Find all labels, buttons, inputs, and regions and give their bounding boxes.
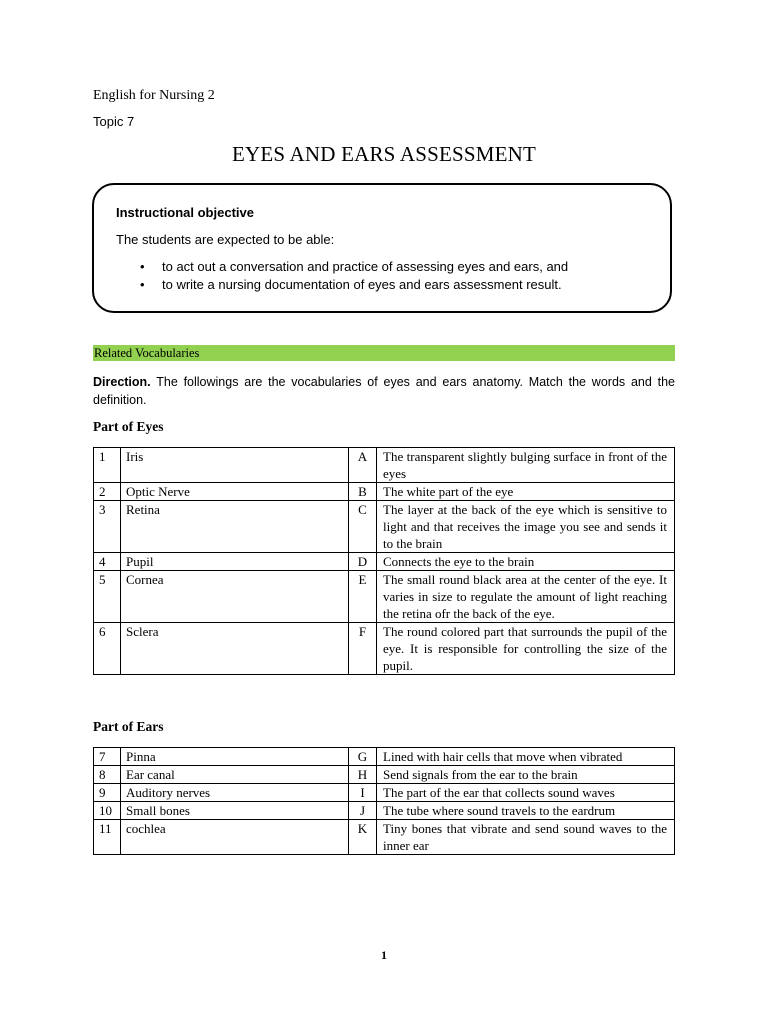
row-number: 4: [94, 553, 121, 571]
eyes-table: [93, 447, 675, 675]
objective-item-text: to act out a conversation and practice of assessing eyes and ears, and: [162, 259, 569, 274]
row-term: Cornea: [121, 571, 349, 623]
row-letter: C: [349, 501, 377, 553]
table-row: [94, 766, 675, 784]
row-definition: Tiny bones that vibrate and send sound waves to the inner ear: [377, 820, 675, 855]
row-number: 6: [94, 623, 121, 675]
direction-text: The followings are the vocabularies of eyes and ears anatomy. Match the words and the definition.: [93, 375, 675, 407]
row-definition: The small round black area at the center of the eye. It varies in size to regulate the amount of light reaching the retina ofr the back of the eye.: [377, 571, 675, 623]
ears-heading: Part of Ears: [93, 719, 164, 734]
table-row: [94, 784, 675, 802]
row-term: Retina: [121, 501, 349, 553]
row-term: Iris: [121, 448, 349, 483]
row-term: Sclera: [121, 623, 349, 675]
row-number: 1: [94, 448, 121, 483]
ears-table: [93, 747, 675, 855]
section-heading-bar: [93, 345, 675, 361]
row-term: Small bones: [121, 802, 349, 820]
row-definition: The tube where sound travels to the eardrum: [377, 802, 675, 820]
row-definition: Lined with hair cells that move when vibrated: [377, 748, 675, 766]
row-number: 3: [94, 501, 121, 553]
row-letter: J: [349, 802, 377, 820]
bullet-icon: •: [140, 259, 145, 274]
row-number: 2: [94, 483, 121, 501]
row-letter: B: [349, 483, 377, 501]
row-letter: F: [349, 623, 377, 675]
objective-box: [92, 183, 672, 313]
section-heading: Related Vocabularies: [94, 346, 200, 360]
row-letter: A: [349, 448, 377, 483]
course-name: English for Nursing 2: [93, 88, 215, 103]
row-number: 11: [94, 820, 121, 855]
row-letter: H: [349, 766, 377, 784]
bullet-icon: •: [140, 277, 145, 292]
row-term: Pupil: [121, 553, 349, 571]
row-letter: K: [349, 820, 377, 855]
direction-paragraph: [93, 373, 675, 409]
page-title: EYES AND EARS ASSESSMENT: [231, 142, 537, 166]
objective-list: [116, 258, 568, 294]
table-row: [94, 748, 675, 766]
table-row: [94, 553, 675, 571]
eyes-heading: Part of Eyes: [93, 419, 164, 434]
row-definition: The part of the ear that collects sound waves: [377, 784, 675, 802]
direction-label: Direction.: [93, 375, 151, 389]
row-number: 9: [94, 784, 121, 802]
objective-item-text: to write a nursing documentation of eyes and ears assessment result.: [162, 277, 562, 292]
table-row: [94, 501, 675, 553]
row-term: Pinna: [121, 748, 349, 766]
row-letter: G: [349, 748, 377, 766]
row-letter: E: [349, 571, 377, 623]
row-term: Optic Nerve: [121, 483, 349, 501]
table-row: [94, 820, 675, 855]
row-number: 8: [94, 766, 121, 784]
row-definition: Connects the eye to the brain: [377, 553, 675, 571]
topic-label: Topic 7: [93, 114, 135, 129]
row-term: Ear canal: [121, 766, 349, 784]
objective-heading: Instructional objective: [116, 205, 254, 220]
row-number: 5: [94, 571, 121, 623]
row-term: cochlea: [121, 820, 349, 855]
objective-intro: The students are expected to be able:: [116, 232, 335, 247]
row-number: 10: [94, 802, 121, 820]
table-row: [94, 448, 675, 483]
row-definition: The round colored part that surrounds the pupil of the eye. It is responsible for controlling the size of the pupil.: [377, 623, 675, 675]
row-letter: D: [349, 553, 377, 571]
row-term: Auditory nerves: [121, 784, 349, 802]
table-row: [94, 802, 675, 820]
row-number: 7: [94, 748, 121, 766]
row-definition: Send signals from the ear to the brain: [377, 766, 675, 784]
table-row: [94, 623, 675, 675]
row-definition: The white part of the eye: [377, 483, 675, 501]
objective-item: [116, 276, 568, 294]
row-letter: I: [349, 784, 377, 802]
table-row: [94, 571, 675, 623]
page-number: 1: [381, 948, 387, 962]
row-definition: The transparent slightly bulging surface in front of the eyes: [377, 448, 675, 483]
table-row: [94, 483, 675, 501]
row-definition: The layer at the back of the eye which is sensitive to light and that receives the image you see and sends it to the brain: [377, 501, 675, 553]
objective-item: [116, 258, 568, 276]
